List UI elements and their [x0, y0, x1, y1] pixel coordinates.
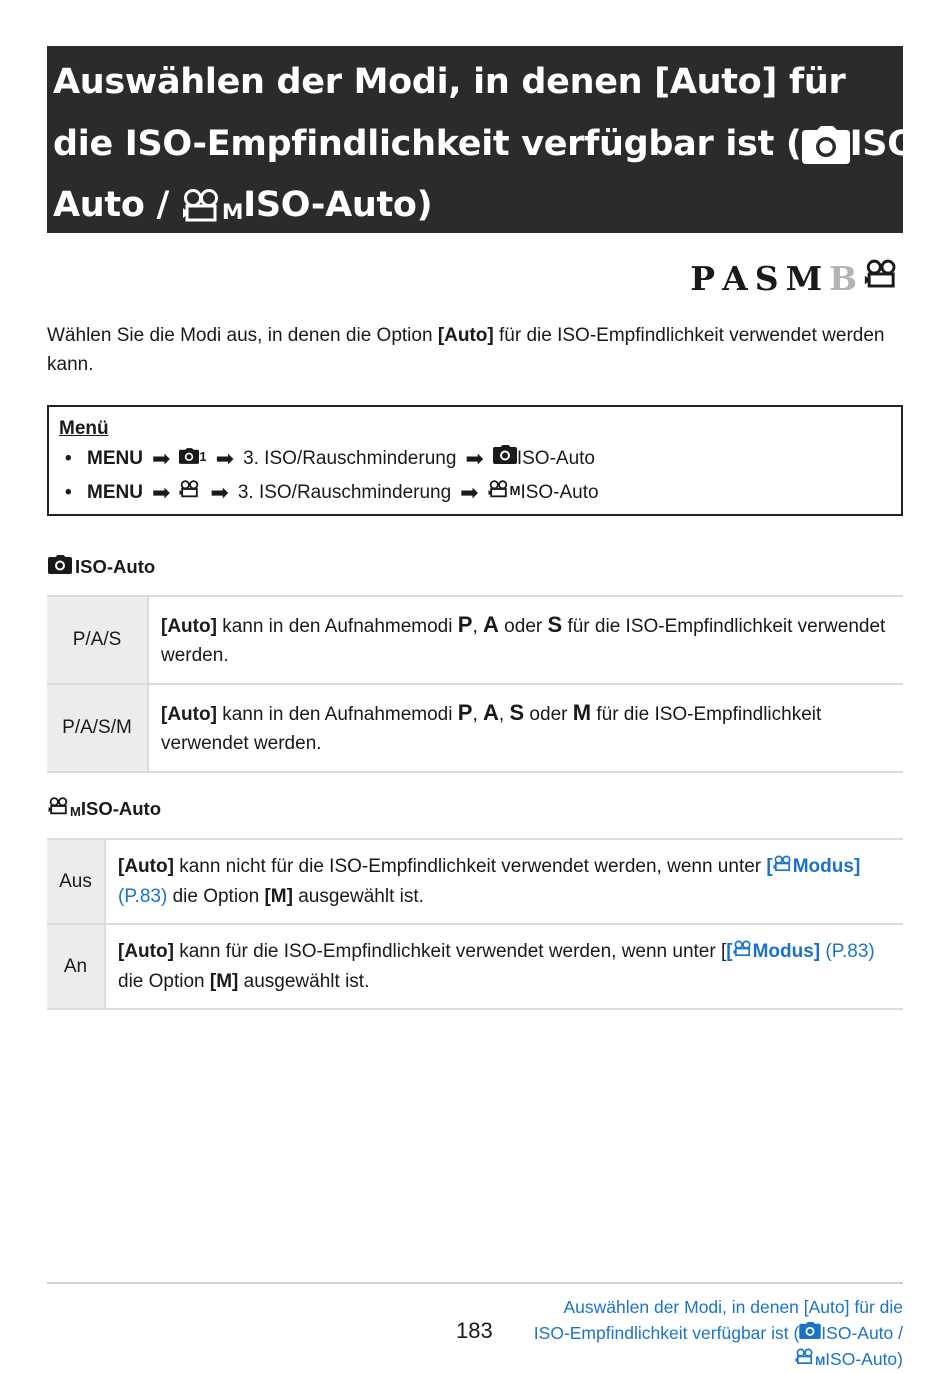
table-value: [Auto] kann nicht für die ISO-Empfindlichkeit verwendet werden, wenn unter [ Modus] (P.83) die Option [M] ausgewählt ist.: [105, 839, 903, 924]
title-line-1: Auswählen der Modi, in denen [Auto] für: [53, 62, 846, 102]
camera-icon: [802, 126, 850, 164]
mode-m: M: [785, 258, 830, 298]
page-reference-link[interactable]: (P.83): [118, 885, 168, 907]
footer-divider: [47, 1282, 903, 1284]
footer-section-link[interactable]: Auswählen der Modi, in denen [Auto] für die ISO-Empfindlichkeit verfügbar ist ( ISO-Auto / MISO-Auto): [534, 1295, 903, 1374]
mode-s: S: [754, 258, 786, 298]
menu-title: Menü: [59, 418, 109, 439]
camera-icon: [48, 555, 72, 579]
movie-iso-table: [47, 838, 903, 1010]
table-row: [47, 596, 903, 684]
camera-icon: [179, 444, 199, 474]
page-title: [47, 46, 932, 233]
table-value: [Auto] kann in den Aufnahmemodi P, A oder S für die ISO-Empfindlichkeit verwendet werden.: [148, 596, 903, 684]
table-key: Aus: [47, 839, 105, 924]
page-reference-link[interactable]: (P.83): [825, 941, 875, 963]
arrow-right-icon: ➡: [151, 446, 171, 471]
camera-icon: [799, 1321, 821, 1347]
movie-icon: [488, 478, 510, 508]
menu-path-row: • MENU ➡ ➡ 3. ISO/Rauschminderung ➡ M ISO-Auto: [59, 476, 891, 510]
table-value: [Auto] kann für die ISO-Empfindlichkeit verwendet werden, wenn unter [[ Modus] (P.83) die Option [M] ausgewählt ist.: [105, 924, 903, 1009]
arrow-right-icon: ➡: [215, 446, 235, 471]
title-line-2: die ISO-Empfindlichkeit verfügbar ist ( ISO-: [53, 123, 932, 164]
movie-icon: [795, 1347, 815, 1373]
mode-a: A: [722, 258, 755, 298]
table-key: P/A/S: [47, 596, 148, 684]
section-heading-movie: M ISO-Auto: [48, 797, 161, 820]
arrow-right-icon: ➡: [465, 446, 484, 471]
table-row: [47, 684, 903, 772]
modus-link[interactable]: [ Modus]: [726, 941, 820, 962]
movie-icon: [864, 258, 900, 298]
modus-link[interactable]: [ Modus]: [766, 856, 860, 877]
arrow-right-icon: ➡: [460, 480, 479, 505]
page-number: 183: [456, 1318, 493, 1343]
mode-b: B: [829, 258, 864, 298]
table-row: [47, 924, 903, 1009]
table-row: [47, 839, 903, 924]
menu-path-box: [47, 405, 903, 516]
camera-icon: [493, 444, 517, 474]
mode-indicators: [690, 258, 900, 298]
intro-text: Wählen Sie die Modi aus, in denen die Option [Auto] für die ISO-Empfindlichkeit verwendet werden kann.: [47, 325, 885, 375]
movie-icon: [773, 852, 793, 882]
mode-p: P: [690, 258, 723, 298]
title-line-3: Auto / MISO-Auto): [53, 185, 433, 225]
menu-path-row: • MENU ➡ 1 ➡ 3. ISO/Rauschminderung ➡ ISO-Auto: [59, 442, 891, 476]
section-heading-photo: ISO-Auto: [48, 555, 155, 579]
table-value: [Auto] kann in den Aufnahmemodi P, A, S oder M für die ISO-Empfindlichkeit verwendet werden.: [148, 684, 903, 772]
movie-icon: [733, 937, 753, 967]
movie-icon: [48, 797, 70, 820]
photo-iso-table: [47, 595, 903, 773]
table-key: An: [47, 924, 105, 1009]
arrow-right-icon: ➡: [151, 480, 171, 505]
movie-icon: [179, 478, 201, 508]
arrow-right-icon: ➡: [210, 480, 229, 505]
movie-icon: [181, 189, 223, 223]
table-key: P/A/S/M: [47, 684, 148, 772]
